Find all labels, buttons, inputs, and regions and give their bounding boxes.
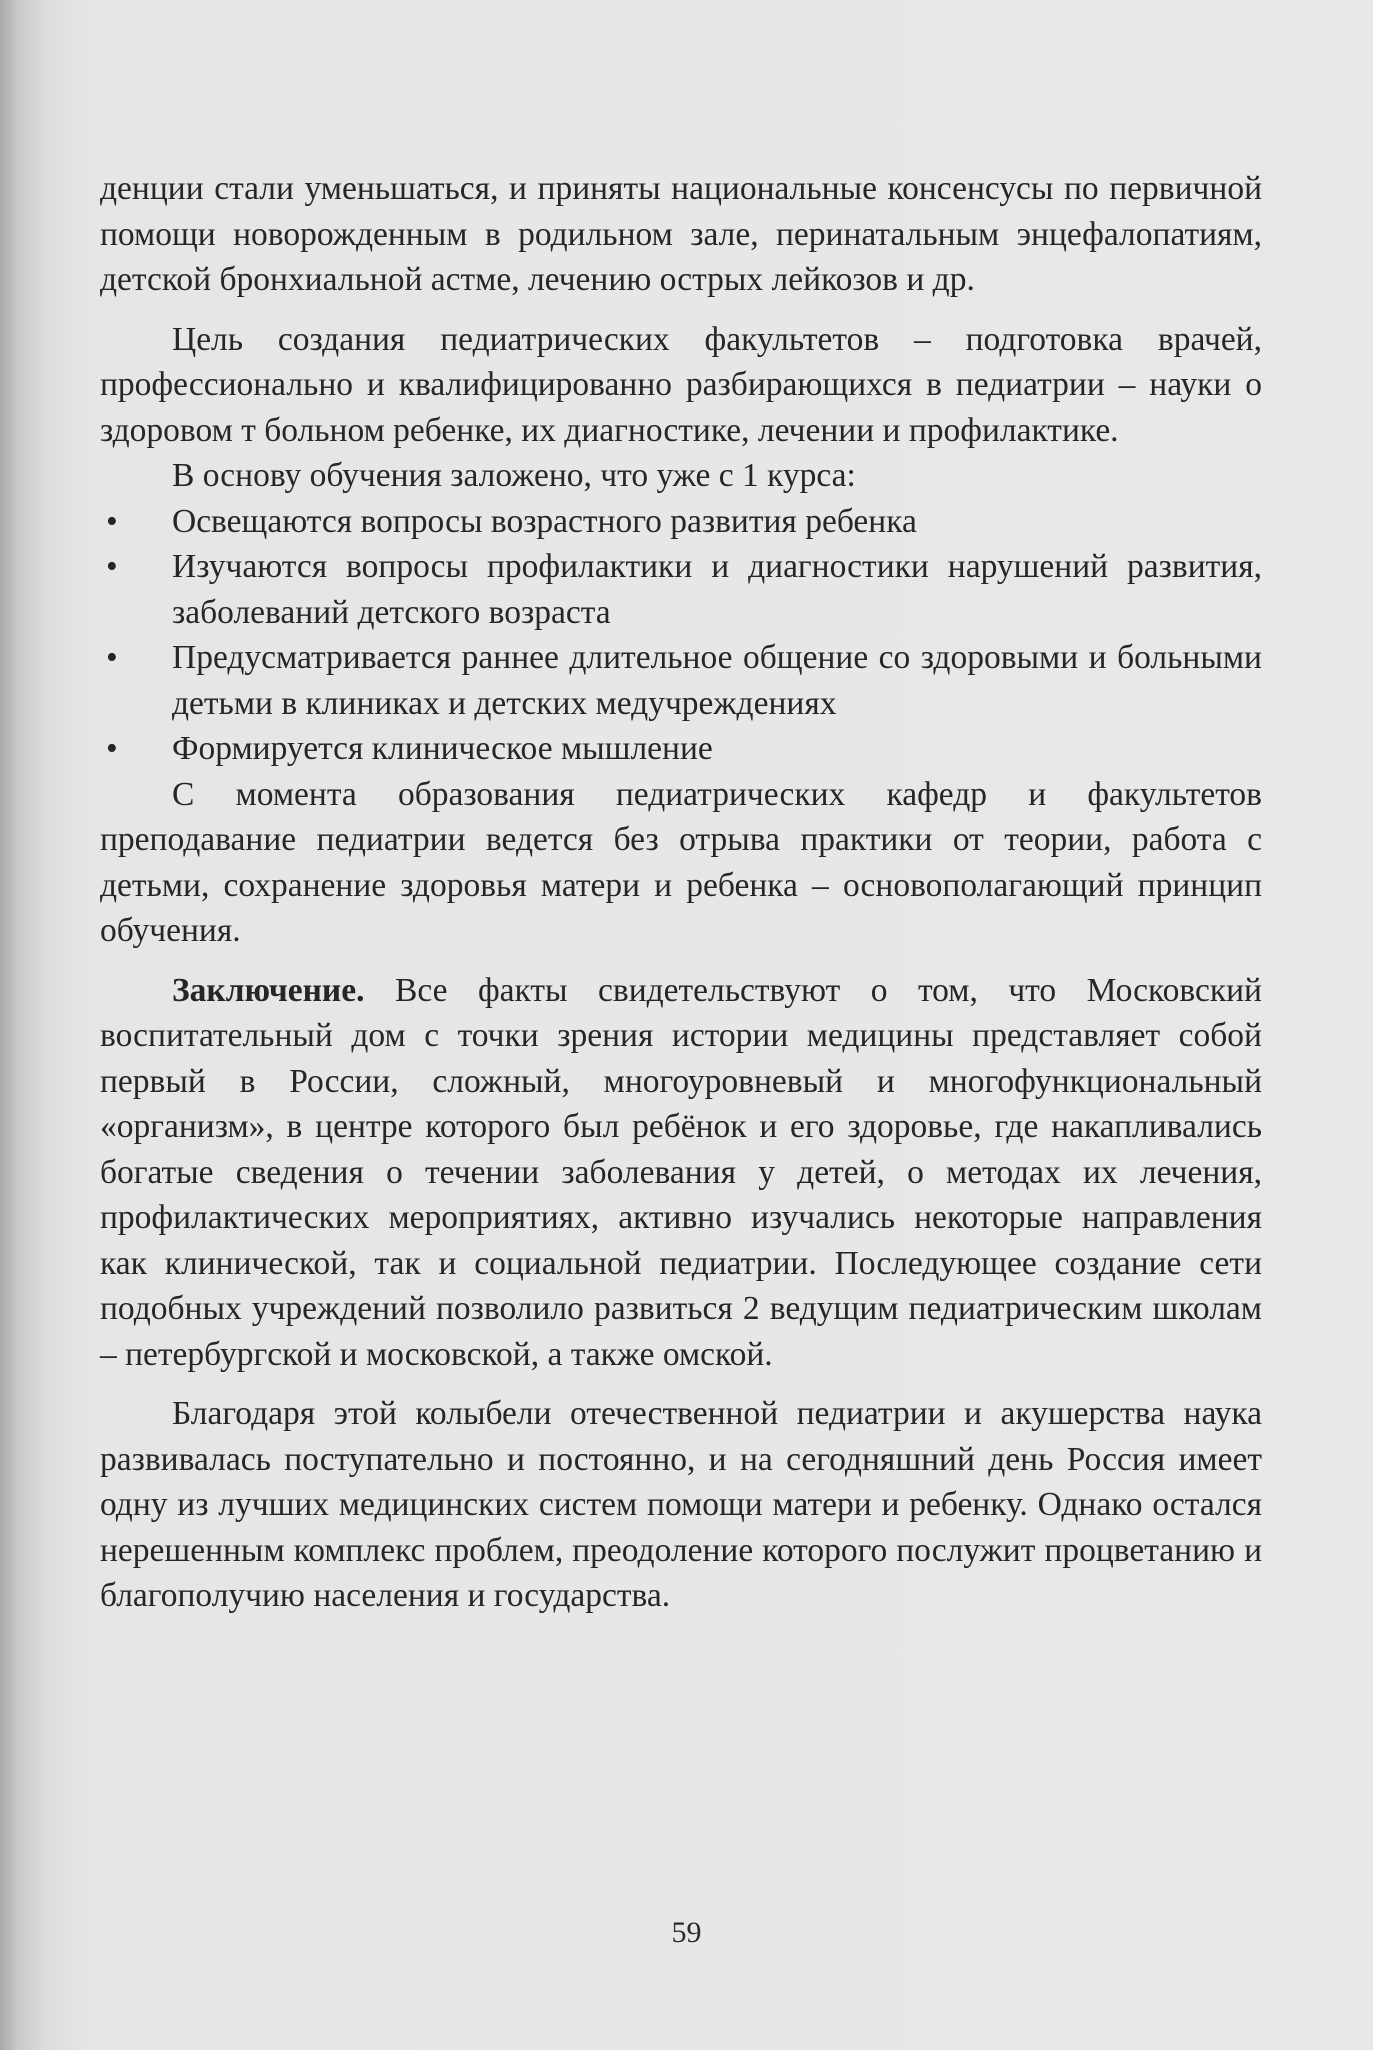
paragraph-goal: Цель создания педиатрических факультетов – подготовка врачей, профессионально и квалифицированно разбирающихся в педиатрии – науки о здоровом т больном ребенке, их диагностике, лечении и профилактике. — [100, 320, 1262, 449]
bullet-icon: • — [106, 730, 118, 767]
bullet-icon: • — [106, 548, 118, 585]
conclusion-text: Все факты свидетельствуют о том, что Московский воспитательный дом с точки зрения истории медицины представляет собой первый в России, сложный, многоуровневый и многофункциональный «организм», в центре которого был ребёнок и его здоровье, где накапливались богатые сведения о течении заболевания у детей, о методах их лечения, профилактических мероприятиях, активно изучались некоторые направления как клинической, так и социальной педиатрии. Последующее создание сети подобных учреждений позволило развиться 2 ведущим педиатрическим школам – петербургской и московской, а также омской. — [100, 971, 1262, 1373]
list-item-text: Освещаются вопросы возрастного развития ребенка — [172, 502, 917, 540]
bullet-icon: • — [106, 639, 118, 676]
list-item-text: Изучаются вопросы профилактики и диагностики нарушений развития, заболеваний детского возраста — [172, 548, 1262, 631]
paragraph-teaching: С момента образования педиатрических кафедр и факультетов преподавание педиатрии ведется без отрыва практики от теории, работа с детьми, сохранение здоровья матери и ребенка – основополагающий принцип обучения. — [100, 775, 1262, 949]
paragraph-final: Благодаря этой колыбели отечественной педиатрии и акушерства наука развивалась поступательно и постоянно, и на сегодняшний день Россия имеет одну из лучших медицинских систем помощи матери и ребенку. Однако остался нерешенным комплекс проблем, преодоление которого послужит процветанию и благополучию населения и государства. — [100, 1395, 1262, 1614]
paragraph-curriculum: В основу обучения заложено, что уже с 1 курса: — [172, 457, 856, 494]
list-item — [100, 499, 1262, 545]
page-number: 59 — [671, 1916, 702, 1949]
list-item-text: Формируется клиническое мышление — [172, 730, 713, 767]
list-item-text: Предусматривается раннее длительное общение со здоровыми и больными детьми в клиниках и детских медучреждениях — [172, 639, 1262, 722]
paragraph-conclusion — [100, 968, 1262, 1378]
list-item — [100, 635, 1262, 726]
list-item — [100, 726, 1262, 772]
list-item — [100, 544, 1262, 635]
conclusion-heading: Заключение. — [172, 971, 365, 1009]
paragraph-intro: денции стали уменьшаться, и приняты национальные консенсусы по первичной помощи новорожденным в родильном зале, перинатальным энцефалопатиям, детской бронхиальной астме, лечению острых лейкозов и др. — [100, 170, 1262, 298]
bullet-icon: • — [106, 502, 118, 540]
body-text — [100, 166, 1262, 1619]
